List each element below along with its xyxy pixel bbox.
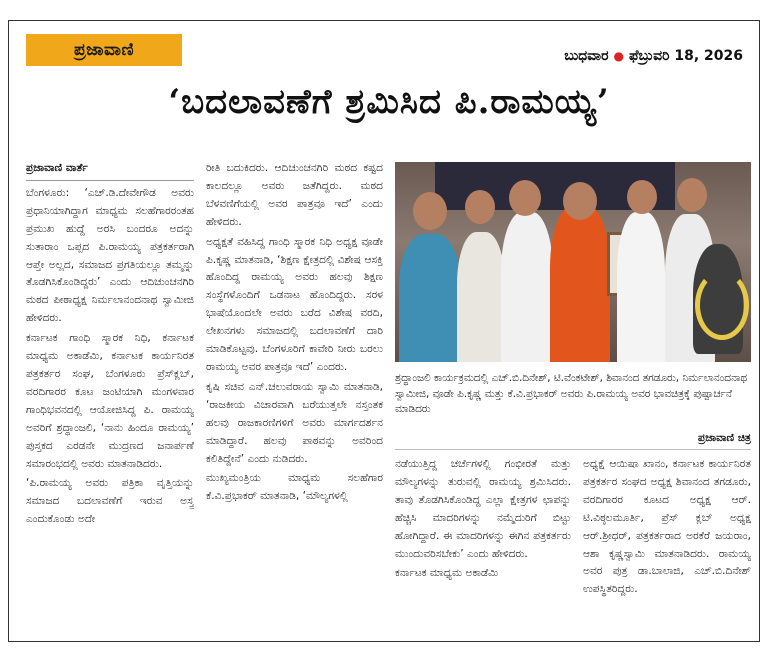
paragraph: ಅಧ್ಯಕ್ಷೆ ಆಯಿಷಾ ಖಾನಂ, ಕರ್ನಾಟಕ ಕಾರ್ಯನಿರತ ಪತ್ರಕರ್ತರ ಸಂಘದ ಅಧ್ಯಕ್ಷ ಶಿವಾನಂದ ತಗಡೂರು, ವರದಿಗಾರರ ಕೂಟದ ಅಧ್ಯಕ್ಷ ಆರ್. ಟಿ.ವಿಠ್ಠಲಮೂರ್ತಿ, ಪ್ರೆಸ್‌ ಕ್ಲಬ್‌ ಅಧ್ಯಕ್ಷ ಆರ್.ಶ್ರೀಧರ್‌, ಪತ್ರಕರ್ತರಾದ ಅರಕೆರೆ ಜಯರಾಂ, ಆಶಾ ಕೃಷ್ಣಸ್ವಾಮಿ ಮಾತನಾಡಿದರು. ರಾಮಯ್ಯ ಅವರ ಪುತ್ರ ಡಾ.ಬಾಲಾಜಿ, ಎಚ್‌.ಬಿ.ದಿನೇಶ್ ಉಪಸ್ಥಿತರಿದ್ದರು. bbox=[583, 458, 751, 596]
article-column-4 bbox=[583, 456, 751, 636]
paragraph: ರೀತಿ ಬದುಕಿದರು. ಆದಿಚುಂಚನಗಿರಿ ಮಠದ ಕಷ್ಟದ ಕಾಲದಲ್ಲೂ ಅವರು ಜತೆಗಿದ್ದರು. ಮಠದ ಬೆಳವಣಿಗೆಯಲ್ಲಿ ಅವರ ಪಾತ್ರವೂ ಇದೆ’ ಎಂದು ಹೇಳಿದರು. bbox=[206, 162, 383, 228]
article-byline: ಪ್ರಜಾವಾಣಿ ವಾರ್ತೆ bbox=[26, 160, 194, 181]
paragraph: ಕರ್ನಾಟಕ ಮಾಧ್ಯಮ ಅಕಾಡೆಮಿ bbox=[395, 567, 499, 580]
paragraph: ಕೃಷಿ ಸಚಿವ ಎನ್‌.ಚಲುವರಾಯ ಸ್ವಾಮಿ ಮಾತನಾಡಿ, ‘ರಾಜಕೀಯ ವಿಚಾರವಾಗಿ ಬರೆಯುತ್ತಲೇ ನಸ್ತಂತಕ ಹಲವು ರಾಜಕಾರಣಿಗಳಿಗೆ ಅವರು ಮಾರ್ಗದರ್ಶನ ಮಾಡಿದ್ದಾರೆ. ಹಲವು ಪಾಠವನ್ನು ಅವರಿಂದ ಕಲಿತಿದ್ದೇನೆ’ ಎಂದು ನುಡಿದರು. bbox=[206, 380, 383, 465]
dateline bbox=[564, 48, 743, 64]
paragraph: ನಡೆಯುತ್ತಿದ್ದ ಚರ್ಚೆಗಳಲ್ಲಿ ಗಂಭೀರತೆ ಮತ್ತು ಮೌಲ್ಯಗಳನ್ನು ತುರುವಲ್ಲಿ ರಾಮಯ್ಯ ಶ್ರಮಿಸಿದರು. ತಾವು ತೊಡಗಿಸಿಕೊಂಡಿದ್ದ ಎಲ್ಲಾ ಕ್ಷೇತ್ರಗಳ ಛಾಪನ್ನು ಹೆಚ್ಚಿಸಿ ಮಾದರಿಗಳನ್ನು ನಮ್ಮೆದುರಿಗೆ ಬಿಟ್ಟು ಹೋಗಿದ್ದಾರೆ. ಈ ಮಾದರಿಗಳನ್ನು ಈಗಿನ ಪತ್ರಕರ್ತರು ಮುಂದುವರಿಸಬೇಕು’ ಎಂದು ಹೇಳಿದರು. bbox=[395, 458, 571, 560]
paragraph: ಮುಖ್ಯಮಂತ್ರಿಯ ಮಾಧ್ಯಮ ಸಲಹೆಗಾರ ಕೆ.ವಿ.ಪ್ರಭಾಕರ್ ಮಾತನಾಡಿ, ‘ಮೌಲ್ಯಗಳಲ್ಲಿ bbox=[206, 472, 383, 503]
dateline-day: ಬುಧವಾರ bbox=[564, 48, 609, 64]
photo-person-head bbox=[509, 180, 541, 216]
newspaper-masthead-logo bbox=[26, 34, 182, 66]
divider bbox=[395, 449, 751, 450]
bullet-icon: ● bbox=[613, 49, 625, 63]
photo-credit: ಪ್ರಜಾವಾಣಿ ಚಿತ್ರ bbox=[697, 432, 751, 444]
photo-person-head bbox=[677, 178, 707, 212]
event-photo bbox=[395, 162, 751, 362]
photo-person-head bbox=[413, 192, 447, 230]
article-headline: ‘ಬದಲಾವಣೆಗೆ ಶ್ರಮಿಸಿದ ಪಿ.ರಾಮಯ್ಯ’ bbox=[168, 82, 610, 122]
paragraph: ಬೆಂಗಳೂರು: ‘ಎಚ್‌.ಡಿ.ದೇವೇಗೌಡ ಅವರು ಪ್ರಧಾನಿಯಾಗಿದ್ದಾಗ ಮಾಧ್ಯಮ ಸಲಹೆಗಾರರಂತಹ ಪ್ರಮುಖ ಹುದ್ದೆ ಅರಸಿ ಬಂದರೂ ಅದನ್ನು ಸುತಾರಾಂ ಒಪ್ಪದ ಪಿ.ರಾಮಯ್ಯ ಪತ್ರಕರ್ತರಾಗಿ ಆಪ್ತೇ ಅಲ್ಲದ, ಸಮಾಜದ ಪ್ರಗತಿಯಲ್ಲೂ ತಮ್ಮನ್ನು ತೊಡಗಿಸಿಕೊಂಡಿದ್ದರು’ ಎಂದು ಆದಿಚುಂಚನಗಿರಿ ಮಠದ ಪೀಠಾಧ್ಯಕ್ಷ ನಿರ್ಮಲಾನಂದನಾಥ ಸ್ವಾಮೀಜಿ ಹೇಳಿದರು. bbox=[26, 186, 194, 325]
photo-person-head bbox=[627, 180, 657, 214]
photo-caption: ಶ್ರದ್ಧಾಂಜಲಿ ಕಾರ್ಯಕ್ರಮದಲ್ಲಿ ಎಚ್‌.ಬಿ.ದಿನೇಶ್‌, ಟಿ.ವೆಂಕಟೇಶ್‌, ಶಿವಾನಂದ ತಗಡೂರು, ನಿರ್ಮಲಾನಂದನಾಥ ಸ್ವಾಮೀಜಿ, ವೂಡೇ ಪಿ.ಕೃಷ್ಣ ಮತ್ತು ಕೆ.ವಿ.ಪ್ರಭಾಕರ್ ಅವರು ಪಿ.ರಾಮಯ್ಯ ಅವರ ಭಾವಚಿತ್ರಕ್ಕೆ ಪುಷ್ಪಾರ್ಚನೆ ಮಾಡಿದರು bbox=[395, 372, 748, 415]
masthead-text: ಪ್ರಜಾವಾಣಿ bbox=[73, 40, 135, 60]
article-column-1 bbox=[26, 160, 194, 635]
photo-person bbox=[617, 212, 665, 362]
paragraph: ಕರ್ನಾಟಕ ಗಾಂಧಿ ಸ್ಮಾರಕ ನಿಧಿ, ಕರ್ನಾಟಕ ಮಾಧ್ಯಮ ಅಕಾಡೆಮಿ, ಕರ್ನಾಟಕ ಕಾರ್ಯನಿರತ ಪತ್ರಕರ್ತರ ಸಂಘ, ಬೆಂಗಳೂರು ಪ್ರೆಸ್‌ಕ್ಲಬ್‌, ವರದಿಗಾರರ ಕೂಟ ಜಂಟಿಯಾಗಿ ಮಂಗಳವಾರ ಗಾಂಧಿಭವನದಲ್ಲಿ ಆಯೋಜಿಸಿದ್ದ ಪಿ. ರಾಮಯ್ಯ ಅವರಿಗೆ ಶ್ರದ್ಧಾಂಜಲಿ, ‘ನಾನು ಹಿಂದೂ ರಾಮಯ್ಯ’ ಪುಸ್ತಕದ ಎರಡನೇ ಮುದ್ರಣದ ಜನಾರ್ಪಣೆ ಸಮಾರಂಭದಲ್ಲಿ ಅವರು ಮಾತನಾಡಿದರು. bbox=[26, 332, 194, 470]
dateline-date: ಫೆಬ್ರುವರಿ 18, 2026 bbox=[629, 48, 743, 64]
photo-person-head bbox=[563, 182, 597, 220]
photo-person bbox=[457, 232, 505, 362]
flower-garland bbox=[695, 270, 749, 340]
paragraph: ‘ಪಿ.ರಾಮಯ್ಯ ಅವರು ಪತ್ರಿಕಾ ವೃತ್ತಿಯನ್ನು ಸಮಾಜದ ಬದಲಾವಣೆಗೆ ಇರುವ ಅಸ್ತ್ರ ಎಂದುಕೊಂಡು ಅದೇ bbox=[26, 477, 194, 526]
photo-person bbox=[399, 234, 461, 362]
article-column-2 bbox=[206, 160, 383, 635]
photo-person bbox=[501, 212, 553, 362]
article-column-3 bbox=[395, 456, 571, 636]
photo-person bbox=[550, 204, 610, 362]
photo-person-head bbox=[465, 190, 495, 224]
paragraph: ಅಧ್ಯಕ್ಷತೆ ವಹಿಸಿದ್ದ ಗಾಂಧಿ ಸ್ಮಾರಕ ನಿಧಿ ಅಧ್ಯಕ್ಷ ವೂಡೇ ಪಿ.ಕೃಷ್ಣ ಮಾತನಾಡಿ, ‘ಶಿಕ್ಷಣ ಕ್ಷೇತ್ರದಲ್ಲಿ ವಿಶೇಷ ಆಸಕ್ತಿ ಹೊಂದಿದ್ದ ರಾಮಯ್ಯ ಅವರು ಹಲವು ಶಿಕ್ಷಣ ಸಂಸ್ಥೆಗಳೊಂದಿಗೆ ಒಡನಾಟ ಹೊಂದಿದ್ದರು. ಸರಳ ಭಾಷೆಯೊಂದಲೇ ಅವರು ಬರೆದ ವಿಶೇಷ ವರದಿ, ಲೇಖನಗಳು ಸಮಾಜದಲ್ಲಿ ಬದಲಾವಣೆಗೆ ದಾರಿ ಮಾಡಿಕೊಟ್ಟವು. ಬೆಂಗಳೂರಿಗೆ ಕಾವೇರಿ ನೀರು ಬರಲು ರಾಮಯ್ಯ ಅವರ ಪಾತ್ರವೂ ಇದೆ’ ಎಂದರು. bbox=[206, 235, 383, 373]
